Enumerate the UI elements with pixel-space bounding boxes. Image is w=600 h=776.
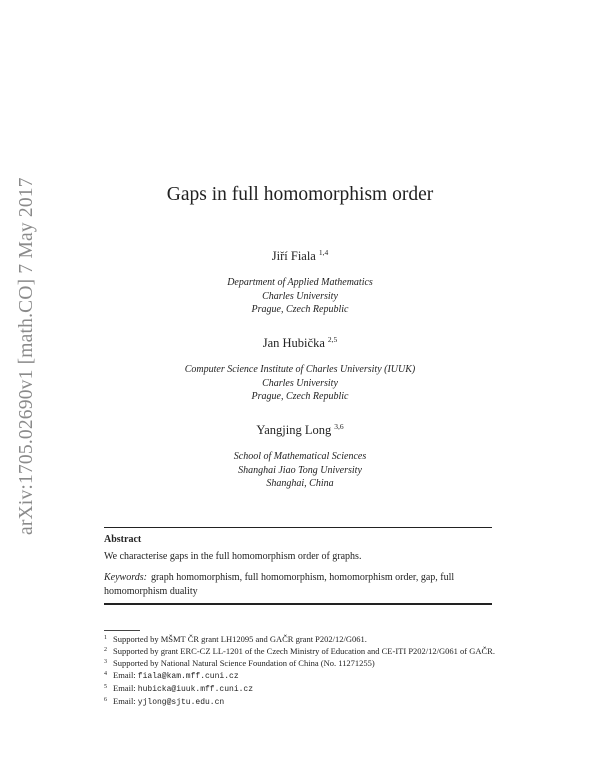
email-label: Email:	[113, 683, 136, 693]
footnote-text: Supported by MŠMT ČR grant LH12095 and GAČR grant P202/12/G061.	[113, 634, 367, 644]
footnote-mark: 3	[104, 659, 107, 665]
author-fiala	[0, 248, 600, 264]
email-link[interactable]: hubicka@iuuk.mff.cuni.cz	[137, 685, 254, 694]
email-link[interactable]: fiala@kam.mff.cuni.cz	[137, 672, 239, 681]
abstract-top-rule	[104, 527, 492, 528]
affiliation-line: Shanghai Jiao Tong University	[238, 464, 362, 476]
author-name: Jan Hubička	[262, 336, 325, 350]
footnote	[104, 633, 496, 645]
paper-title: Gaps in full homomorphism order	[166, 184, 434, 205]
footnote	[104, 695, 496, 708]
abstract-bottom-rule	[104, 603, 492, 605]
affiliation-line: School of Mathematical Sciences	[233, 451, 367, 462]
abstract-text: We characterise gaps in the full homomorphism order of graphs.	[104, 551, 362, 562]
footnote	[104, 669, 496, 682]
footnote	[104, 657, 496, 669]
affiliation-line: Prague, Czech Republic	[251, 391, 349, 402]
footnote-mark: 5	[104, 684, 107, 690]
author-long	[0, 422, 600, 438]
affiliation-long	[0, 450, 600, 491]
arxiv-stamp: arXiv:1705.02690v1 [math.CO] 7 May 2017	[16, 177, 37, 535]
footnote-mark: 2	[104, 647, 107, 653]
footnote-text: Supported by grant ERC-CZ LL-1201 of the Czech Ministry of Education and CE-ITI P202/12/G061 of GAČR.	[113, 646, 495, 656]
affiliation-line: Charles University	[262, 377, 338, 389]
footnote-text: Supported by National Natural Science Foundation of China (No. 11271255)	[113, 658, 375, 668]
affiliation-line: Department of Applied Mathematics	[227, 277, 373, 288]
footnote-rule	[104, 630, 140, 631]
affiliation-fiala	[0, 276, 600, 317]
affiliation-line: Shanghai, China	[266, 478, 334, 489]
author-marks: 3,6	[334, 422, 344, 431]
footnote-mark: 4	[104, 671, 107, 677]
keywords-text: graph homomorphism, full homomorphism, homomorphism order, gap, full homomorphism duality	[104, 572, 455, 597]
email-link[interactable]: yjlong@sjtu.edu.cn	[137, 698, 225, 707]
author-marks: 1,4	[318, 248, 329, 257]
affiliation-line: Charles University	[262, 290, 338, 302]
affiliation-line: Computer Science Institute of Charles University (IUUK)	[184, 364, 416, 375]
author-name: Jiří Fiala	[271, 249, 316, 263]
footnote-mark: 1	[104, 635, 107, 641]
author-hubicka	[0, 335, 600, 351]
footnotes	[104, 633, 496, 708]
email-label: Email:	[113, 670, 136, 680]
footnote	[104, 645, 496, 657]
keywords-label: Keywords:	[104, 572, 147, 583]
affiliation-line: Prague, Czech Republic	[251, 304, 349, 315]
footnote-mark: 6	[104, 697, 107, 703]
email-label: Email:	[113, 696, 136, 706]
footnote	[104, 682, 496, 695]
author-name: Yangjing Long	[256, 423, 332, 437]
affiliation-hubicka	[0, 363, 600, 404]
keywords	[104, 571, 494, 598]
abstract-heading: Abstract	[104, 534, 142, 545]
author-marks: 2,5	[327, 335, 338, 344]
